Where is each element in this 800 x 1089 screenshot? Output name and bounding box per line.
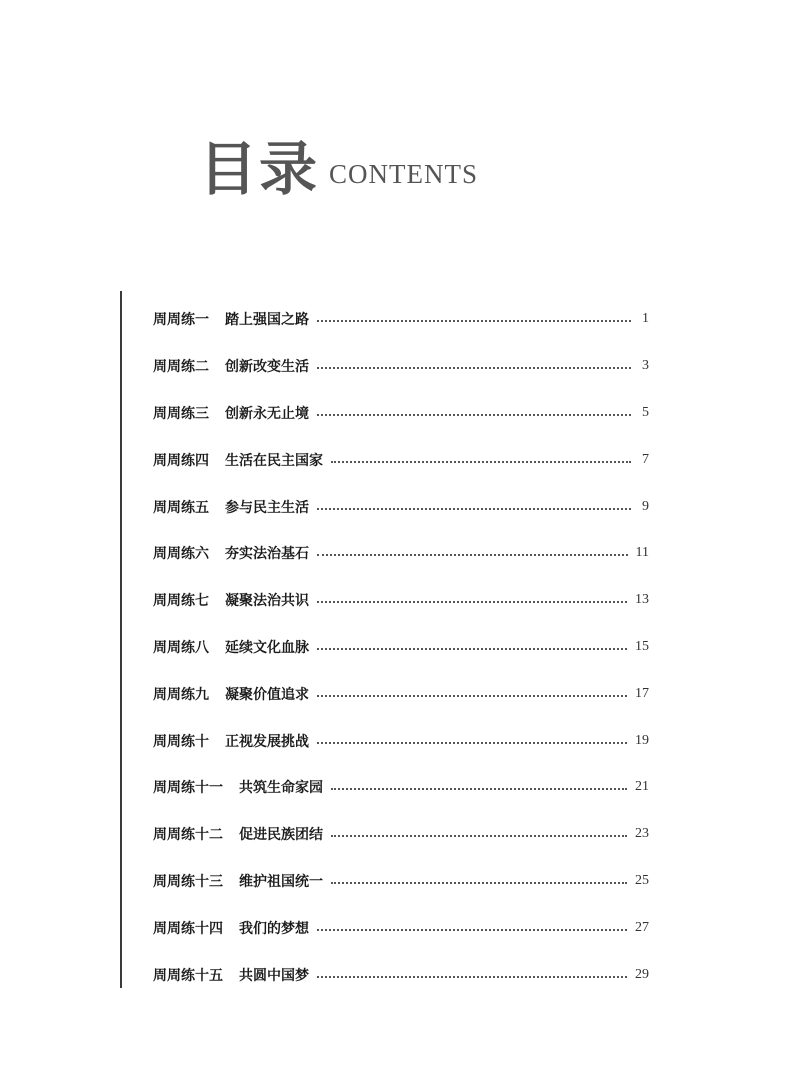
toc-entry[interactable]: [153, 951, 649, 998]
toc-entry-title: 凝聚价值追求: [225, 686, 309, 703]
toc-entry-title: 延续文化血脉: [225, 639, 309, 656]
toc-entry[interactable]: [153, 811, 649, 858]
vertical-rule: [120, 291, 122, 988]
dot-leader: [317, 929, 627, 931]
toc-entry[interactable]: [153, 436, 649, 483]
dot-leader: [317, 695, 627, 697]
toc-entry-label: 周周练十一: [153, 780, 223, 797]
toc-entry[interactable]: [153, 296, 649, 343]
toc-entry-title: 共圆中国梦: [239, 967, 309, 984]
dot-leader: [331, 788, 627, 790]
dot-leader: [317, 554, 628, 556]
toc-entry-label: 周周练七: [153, 593, 209, 610]
toc-entry[interactable]: [153, 904, 649, 951]
toc-entry[interactable]: [153, 483, 649, 530]
toc-entry-page-number: 17: [635, 685, 649, 701]
dot-leader: [317, 320, 631, 322]
toc-entry[interactable]: [153, 670, 649, 717]
toc-entry-title: 促进民族团结: [239, 827, 323, 844]
toc-entry-title: 生活在民主国家: [225, 452, 323, 469]
dot-leader: [317, 508, 631, 510]
toc-entry-label: 周周练十三: [153, 873, 223, 890]
toc-entry-label: 周周练四: [153, 452, 209, 469]
dot-leader: [317, 742, 627, 744]
toc-entry-title: 凝聚法治共识: [225, 593, 309, 610]
dot-leader: [331, 461, 631, 463]
page-title: 目录: [199, 135, 320, 203]
toc-entry-page-number: 29: [635, 966, 649, 982]
toc-entry[interactable]: [153, 717, 649, 764]
dot-leader: [317, 414, 631, 416]
toc-entry-page-number: 11: [635, 545, 649, 561]
toc-entry-title: 维护祖国统一: [239, 873, 323, 890]
toc-entry[interactable]: [153, 530, 649, 577]
toc-entry-title: 我们的梦想: [239, 920, 309, 937]
toc-entry-page-number: 13: [635, 592, 649, 608]
page-subtitle: CONTENTS: [329, 159, 479, 189]
dot-leader: [317, 601, 627, 603]
toc-entry-page-number: 1: [642, 311, 649, 327]
toc-entry-label: 周周练五: [153, 499, 209, 516]
table-of-contents: [153, 296, 649, 998]
toc-entry-label: 周周练一: [153, 312, 209, 329]
toc-entry[interactable]: [153, 343, 649, 390]
contents-header: [199, 128, 479, 203]
toc-entry-label: 周周练二: [153, 359, 209, 376]
toc-entry-page-number: 3: [642, 358, 649, 374]
toc-entry-label: 周周练十二: [153, 827, 223, 844]
dot-leader: [317, 367, 631, 369]
toc-entry-title: 创新永无止境: [225, 405, 309, 422]
toc-entry-label: 周周练十四: [153, 920, 223, 937]
toc-entry-label: 周周练九: [153, 686, 209, 703]
toc-entry-page-number: 9: [642, 498, 649, 514]
toc-entry-page-number: 27: [635, 919, 649, 935]
toc-entry-label: 周周练十: [153, 733, 209, 750]
toc-entry-title: 夯实法治基石: [225, 546, 309, 563]
toc-entry-title: 共筑生命家园: [239, 780, 323, 797]
toc-entry[interactable]: [153, 390, 649, 437]
toc-entry-label: 周周练十五: [153, 967, 223, 984]
toc-entry[interactable]: [153, 858, 649, 905]
toc-entry-label: 周周练六: [153, 546, 209, 563]
toc-entry[interactable]: [153, 624, 649, 671]
dot-leader: [331, 835, 627, 837]
dot-leader: [331, 882, 627, 884]
toc-entry-page-number: 19: [635, 732, 649, 748]
toc-entry-page-number: 21: [635, 779, 649, 795]
dot-leader: [317, 648, 627, 650]
toc-entry-page-number: 7: [642, 451, 649, 467]
toc-entry[interactable]: [153, 577, 649, 624]
toc-entry-title: 踏上强国之路: [225, 312, 309, 329]
toc-entry-title: 参与民主生活: [225, 499, 309, 516]
toc-entry-page-number: 25: [635, 872, 649, 888]
toc-entry-label: 周周练三: [153, 405, 209, 422]
toc-entry-label: 周周练八: [153, 639, 209, 656]
toc-entry-title: 正视发展挑战: [225, 733, 309, 750]
toc-entry-page-number: 23: [635, 826, 649, 842]
dot-leader: [317, 976, 627, 978]
toc-entry-title: 创新改变生活: [225, 359, 309, 376]
toc-entry-page-number: 5: [642, 404, 649, 420]
toc-entry-page-number: 15: [635, 638, 649, 654]
toc-entry[interactable]: [153, 764, 649, 811]
